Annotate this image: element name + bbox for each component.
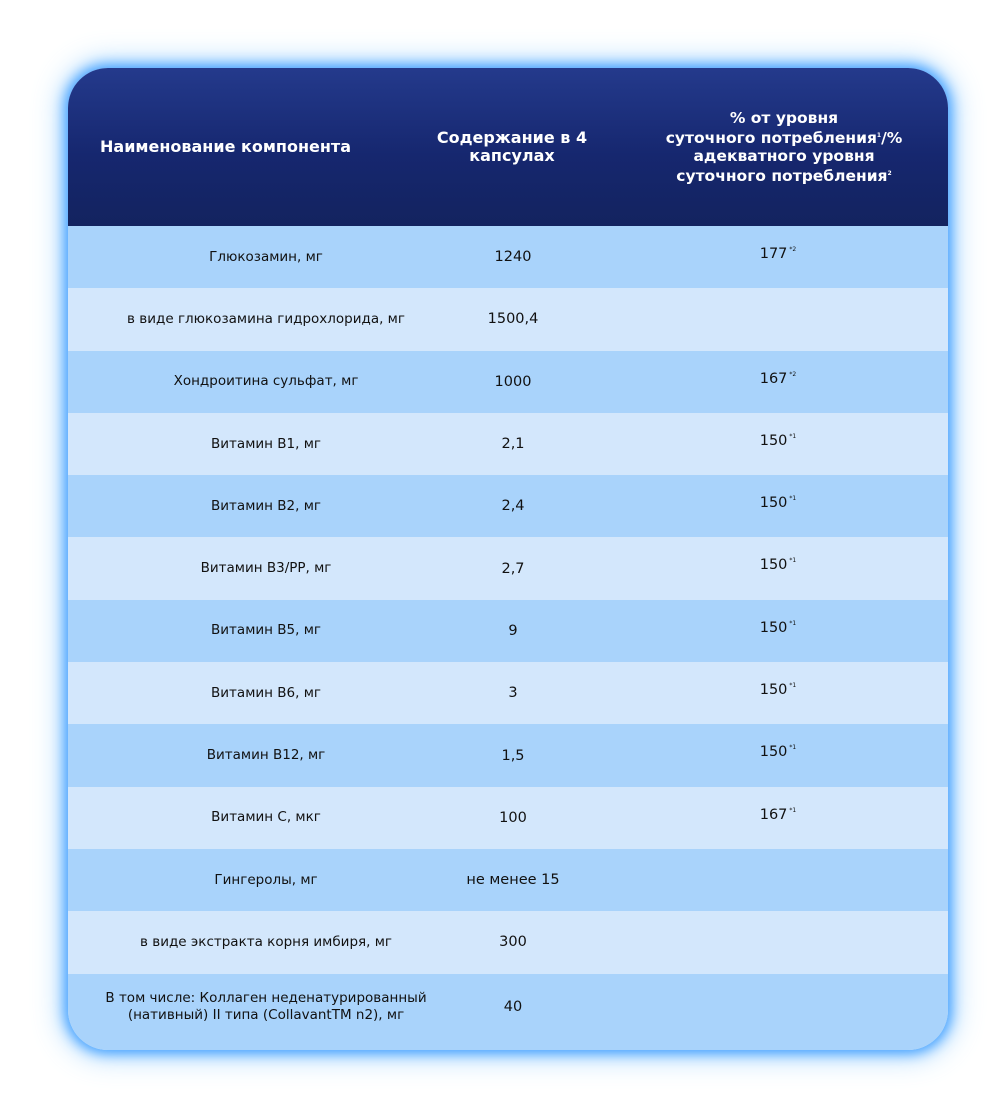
component-name: Витамин В3/PP, мг bbox=[200, 560, 332, 577]
component-name: Хондроитина сульфат, мг bbox=[173, 373, 359, 390]
percent-value: 167 bbox=[759, 370, 788, 387]
percent-footnote: *1 bbox=[789, 495, 797, 503]
component-amount: 2,4 bbox=[501, 498, 525, 515]
table-row bbox=[68, 537, 948, 599]
table-row bbox=[68, 662, 948, 724]
table-row bbox=[68, 600, 948, 662]
table-row bbox=[68, 413, 948, 475]
table-row bbox=[68, 226, 948, 288]
percent-footnote: *1 bbox=[789, 744, 797, 752]
component-name: В том числе: Коллаген неденатурированный (нативный) II типа (CollavantTM n2), мг bbox=[105, 989, 427, 1023]
header-component-name: Наименование компонента bbox=[100, 137, 351, 156]
table-row bbox=[68, 351, 948, 413]
percent-footnote: *1 bbox=[789, 557, 797, 565]
table-header bbox=[68, 68, 948, 226]
component-name: в виде глюкозамина гидрохлорида, мг bbox=[127, 310, 405, 327]
percent-value: 150 bbox=[759, 557, 788, 574]
table-row bbox=[68, 974, 948, 1050]
table-row bbox=[68, 288, 948, 350]
table-row bbox=[68, 475, 948, 537]
component-percent bbox=[728, 351, 828, 413]
percent-footnote: *1 bbox=[789, 682, 797, 690]
percent-footnote: *1 bbox=[789, 619, 797, 627]
component-name: Витамин В6, мг bbox=[211, 684, 321, 701]
percent-value: 150 bbox=[759, 619, 788, 636]
component-percent bbox=[728, 600, 828, 662]
header-daily-percent bbox=[638, 68, 930, 226]
percent-value: 150 bbox=[759, 432, 788, 449]
table-row bbox=[68, 724, 948, 786]
component-name: Витамин В2, мг bbox=[211, 497, 321, 514]
component-amount: 3 bbox=[508, 685, 518, 702]
component-percent bbox=[728, 475, 828, 537]
percent-value: 150 bbox=[759, 682, 788, 699]
component-name: Витамин С, мкг bbox=[211, 809, 321, 826]
component-percent bbox=[728, 974, 828, 1050]
component-name: Витамин В1, мг bbox=[211, 435, 321, 452]
component-amount: 1500,4 bbox=[487, 311, 539, 328]
component-amount: 1000 bbox=[494, 373, 532, 390]
header-col3-line2-tail: /% bbox=[881, 129, 903, 147]
component-percent bbox=[728, 413, 828, 475]
header-col3-line2: суточного потребления bbox=[665, 129, 877, 147]
component-amount: 2,7 bbox=[501, 560, 525, 577]
header-col3-line1: % от уровня bbox=[729, 108, 839, 127]
percent-value: 150 bbox=[759, 744, 788, 761]
percent-footnote: *2 bbox=[789, 246, 797, 253]
component-percent bbox=[728, 724, 828, 786]
component-amount: 40 bbox=[503, 998, 523, 1015]
component-amount: 1240 bbox=[494, 249, 532, 266]
component-percent bbox=[728, 787, 828, 849]
component-percent bbox=[728, 537, 828, 599]
composition-table bbox=[68, 68, 948, 1050]
percent-footnote: *1 bbox=[789, 806, 797, 814]
table-body bbox=[68, 226, 948, 1050]
component-amount: не менее 15 bbox=[466, 872, 560, 889]
percent-footnote: *1 bbox=[789, 432, 797, 440]
header-col3-sup2: 2 bbox=[887, 170, 892, 177]
component-percent bbox=[728, 288, 828, 350]
table-row bbox=[68, 911, 948, 973]
header-col3-line3: адекватного уровня bbox=[693, 147, 875, 165]
component-percent bbox=[728, 662, 828, 724]
component-percent bbox=[728, 849, 828, 911]
component-amount: 9 bbox=[508, 622, 518, 639]
component-amount: 100 bbox=[499, 809, 527, 826]
percent-value: 167 bbox=[759, 806, 788, 823]
header-content-4-capsules: Содержание в 4 капсулах bbox=[436, 128, 588, 165]
component-name: Витамин В12, мг bbox=[206, 747, 326, 764]
component-name: в виде экстракта корня имбиря, мг bbox=[139, 933, 392, 950]
component-percent bbox=[728, 911, 828, 973]
component-amount: 300 bbox=[499, 934, 527, 951]
component-name: Глюкозамин, мг bbox=[209, 248, 323, 265]
percent-value: 177 bbox=[759, 246, 788, 262]
percent-footnote: *2 bbox=[789, 370, 797, 378]
table-row bbox=[68, 787, 948, 849]
percent-value: 150 bbox=[759, 495, 788, 512]
component-amount: 2,1 bbox=[501, 436, 525, 453]
component-percent bbox=[728, 226, 828, 288]
table-row bbox=[68, 849, 948, 911]
header-col3-line4: суточного потребления bbox=[676, 167, 888, 186]
component-amount: 1,5 bbox=[501, 747, 525, 764]
component-name: Гингеролы, мг bbox=[214, 871, 318, 888]
header-col3-sup1: 1 bbox=[876, 131, 882, 139]
component-name: Витамин В5, мг bbox=[211, 622, 321, 639]
